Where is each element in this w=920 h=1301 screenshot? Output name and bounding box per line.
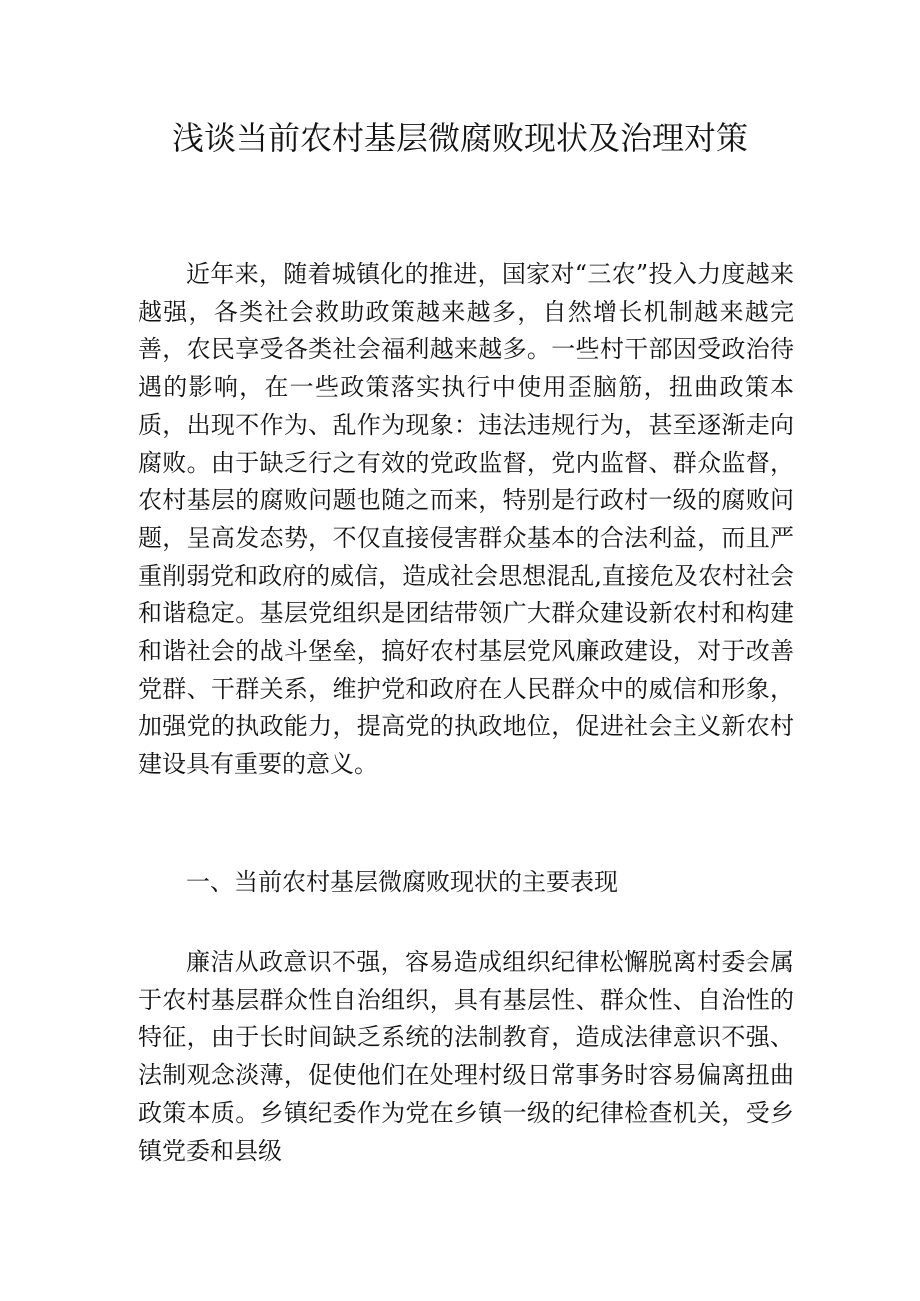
- intro-paragraph: 近年来，随着城镇化的推进，国家对“三农”投入力度越来越强，各类社会救助政策越来越多，自然增长机制越来越完善，农民享受各类社会福利越来越多。一些村干部因受政治待遇的影响，在一些政策落实执行中使用歪脑筋，扭曲政策本质，出现不作为、乱作为现象：违法违规行为，甚至逐渐走向腐败。由于缺乏行之有效的党政监督，党内监督、群众监督，农村基层的腐败问题也随之而来，特别是行政村一级的腐败问题，呈高发态势，不仅直接侵害群众基本的合法利益，而且严重削弱党和政府的威信，造成社会思想混乱,直接危及农村社会和谐稳定。基层党组织是团结带领广大群众建设新农村和构建和谐社会的战斗堡垒，搞好农村基层党风廉政建设，对于改善党群、干群关系，维护党和政府在人民群众中的威信和形象，加强党的执政能力，提高党的执政地位，促进社会主义新农村建设具有重要的意义。: [138, 260, 794, 779]
- section-heading: 一、当前农村基层微腐败现状的主要表现: [186, 868, 618, 896]
- section-paragraph: 廉洁从政意识不强，容易造成组织纪律松懈脱离村委会属于农村基层群众性自治组织，具有基层性、群众性、自治性的特征，由于长时间缺乏系统的法制教育，造成法律意识不强、法制观念淡薄，促使他们在处理村级日常事务时容易偏离扭曲政策本质。乡镇纪委作为党在乡镇一级的纪律检查机关，受乡镇党委和县级: [138, 948, 794, 1165]
- document-title: 浅谈当前农村基层微腐败现状及治理对策: [171, 119, 748, 157]
